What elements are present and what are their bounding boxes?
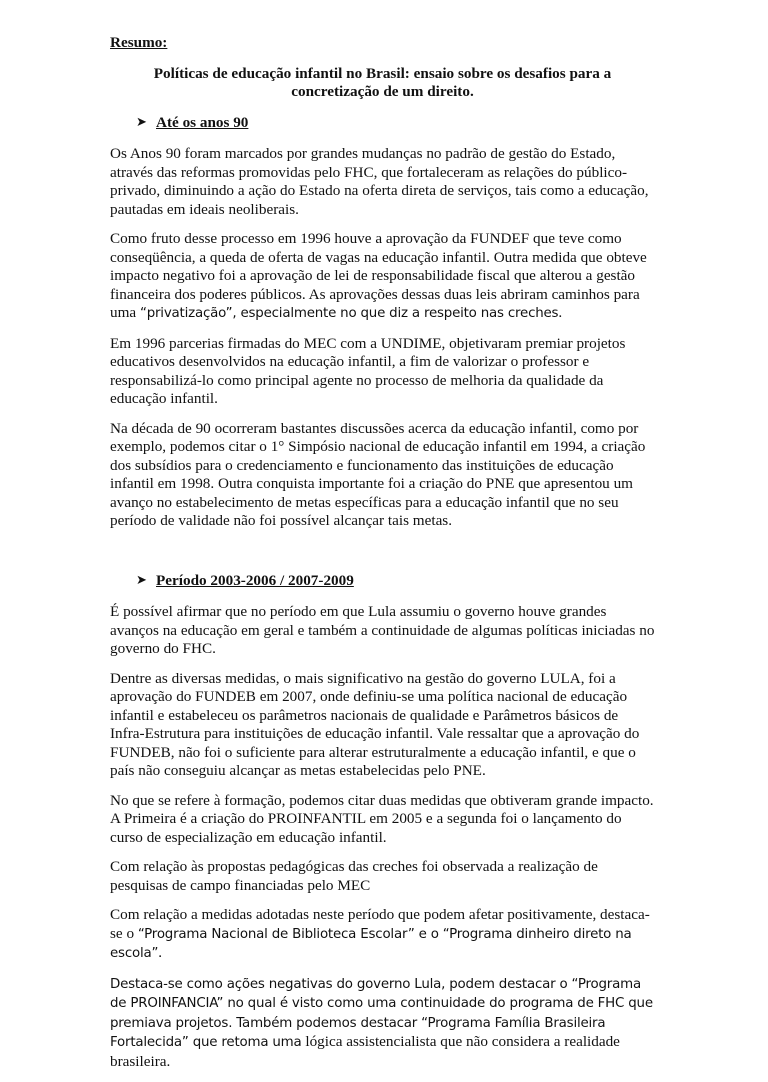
paragraph: Na década de 90 ocorreram bastantes discussões acerca da educação infantil, como por exemplo, podemos citar o 1° Simpósio nacional de educação infantil em 1994, a criação dos subsídios para o credenciamento e funcionamento das instituições de educação infantil em 1998. Outra conquista importante foi a criação do PNE que apresentou um avanço no estabelecimento de metas específicas para a educação infantil que no seu período de validade não foi possível alcançar tais metas. <box>110 419 646 529</box>
paragraph-text-tail: lógica assistencialista que não considera a realidade brasileira. <box>110 1033 620 1070</box>
arrow-bullet-icon: ➤ <box>136 114 147 130</box>
paragraph-quote-text: “privatização”, especialmente no que diz a respeito nas creches <box>139 306 559 321</box>
section-spacer <box>110 542 655 572</box>
paragraph: No que se refere à formação, podemos citar duas medidas que obtiveram grande impacto. A Primeira é a criação do PROINFANTIL em 2005 e a segunda foi o lançamento do curso de especialização em educação infantil. <box>110 791 654 846</box>
section-heading-periodo <box>110 572 655 591</box>
arrow-bullet-icon: ➤ <box>136 572 147 588</box>
paragraph-text: Destaca-se como ações negativas do governo Lula, podem destacar o “Programa de PROINFANCIA” no qual é visto como uma continuidade do programa de FHC que premiava projetos. Também podemos destacar “Programa Família Brasileira Fortalecida” que retoma uma <box>110 976 653 1050</box>
paragraph: Dentre as diversas medidas, o mais significativo na gestão do governo LULA, foi a aprovação do FUNDEB em 2007, onde definiu-se uma política nacional de educação infantil e estabeleceu os parâmetros nacionais de qualidade e Parâmetros básicos de Infra-Estrutura para instituições de educação infantil. Vale ressaltar que a aprovação do FUNDEB, não foi o suficiente para alterar estruturalmente a educação infantil, e que o país não conseguiu alcançar as metas estabelecidas pelo PNE. <box>110 669 640 779</box>
paragraph: Em 1996 parcerias firmadas do MEC com a UNDIME, objetivaram premiar projetos educativos desenvolvidos na educação infantil, a fim de valorizar o professor e responsabilizá-lo como principal agente no processo de melhoria da qualidade da educação infantil. <box>110 334 626 407</box>
paragraph <box>110 230 655 324</box>
paragraph-text-end: . <box>558 304 563 321</box>
section-heading-text: Até os anos 90 <box>156 113 249 131</box>
section-heading-anos-90 <box>110 114 655 133</box>
paragraph: É possível afirmar que no período em que Lula assumiu o governo houve grandes avanços na educação em geral e também a continuidade de algumas políticas iniciadas no governo do FHC. <box>110 603 655 657</box>
paragraph: Com relação às propostas pedagógicas das creches foi observada a realização de pesquisas de campo financiadas pelo MEC <box>110 858 598 894</box>
resumo-label: Resumo: <box>110 34 168 51</box>
document-title: Políticas de educação infantil no Brasil: ensaio sobre os desafios para a concretização de um direito. <box>153 64 612 100</box>
paragraph <box>110 906 655 964</box>
paragraph <box>110 975 655 1072</box>
paragraph-quote-text: “Programa Nacional de Biblioteca Escolar” e o “Programa dinheiro direto na escola” <box>110 926 632 961</box>
page-content <box>110 34 655 1082</box>
paragraph: Os Anos 90 foram marcados por grandes mudanças no padrão de gestão do Estado, através das reformas promovidas pelo FHC, que fortaleceram as relações do público-privado, diminuindo a ação do Estado na oferta direta de serviços, tais como a educação, pautadas em ideais neoliberais. <box>110 145 649 218</box>
paragraph-text-end: . <box>158 944 163 961</box>
section-heading-text: Período 2003-2006 / 2007-2009 <box>156 571 354 589</box>
paragraph-text: Com relação a medidas adotadas neste período que podem afetar positivamente, destaca-se o <box>110 906 650 942</box>
paragraph-text: Como fruto desse processo em 1996 houve a aprovação da FUNDEF que teve como conseqüência, a queda de oferta de vagas na educação infantil. Outra medida que obteve impacto negativo foi a aprovação de lei de responsabilidade fiscal que alterou a gestão financeira dos poderes públicos. As aprovações dessas duas leis abriram caminhos para uma <box>110 230 647 321</box>
